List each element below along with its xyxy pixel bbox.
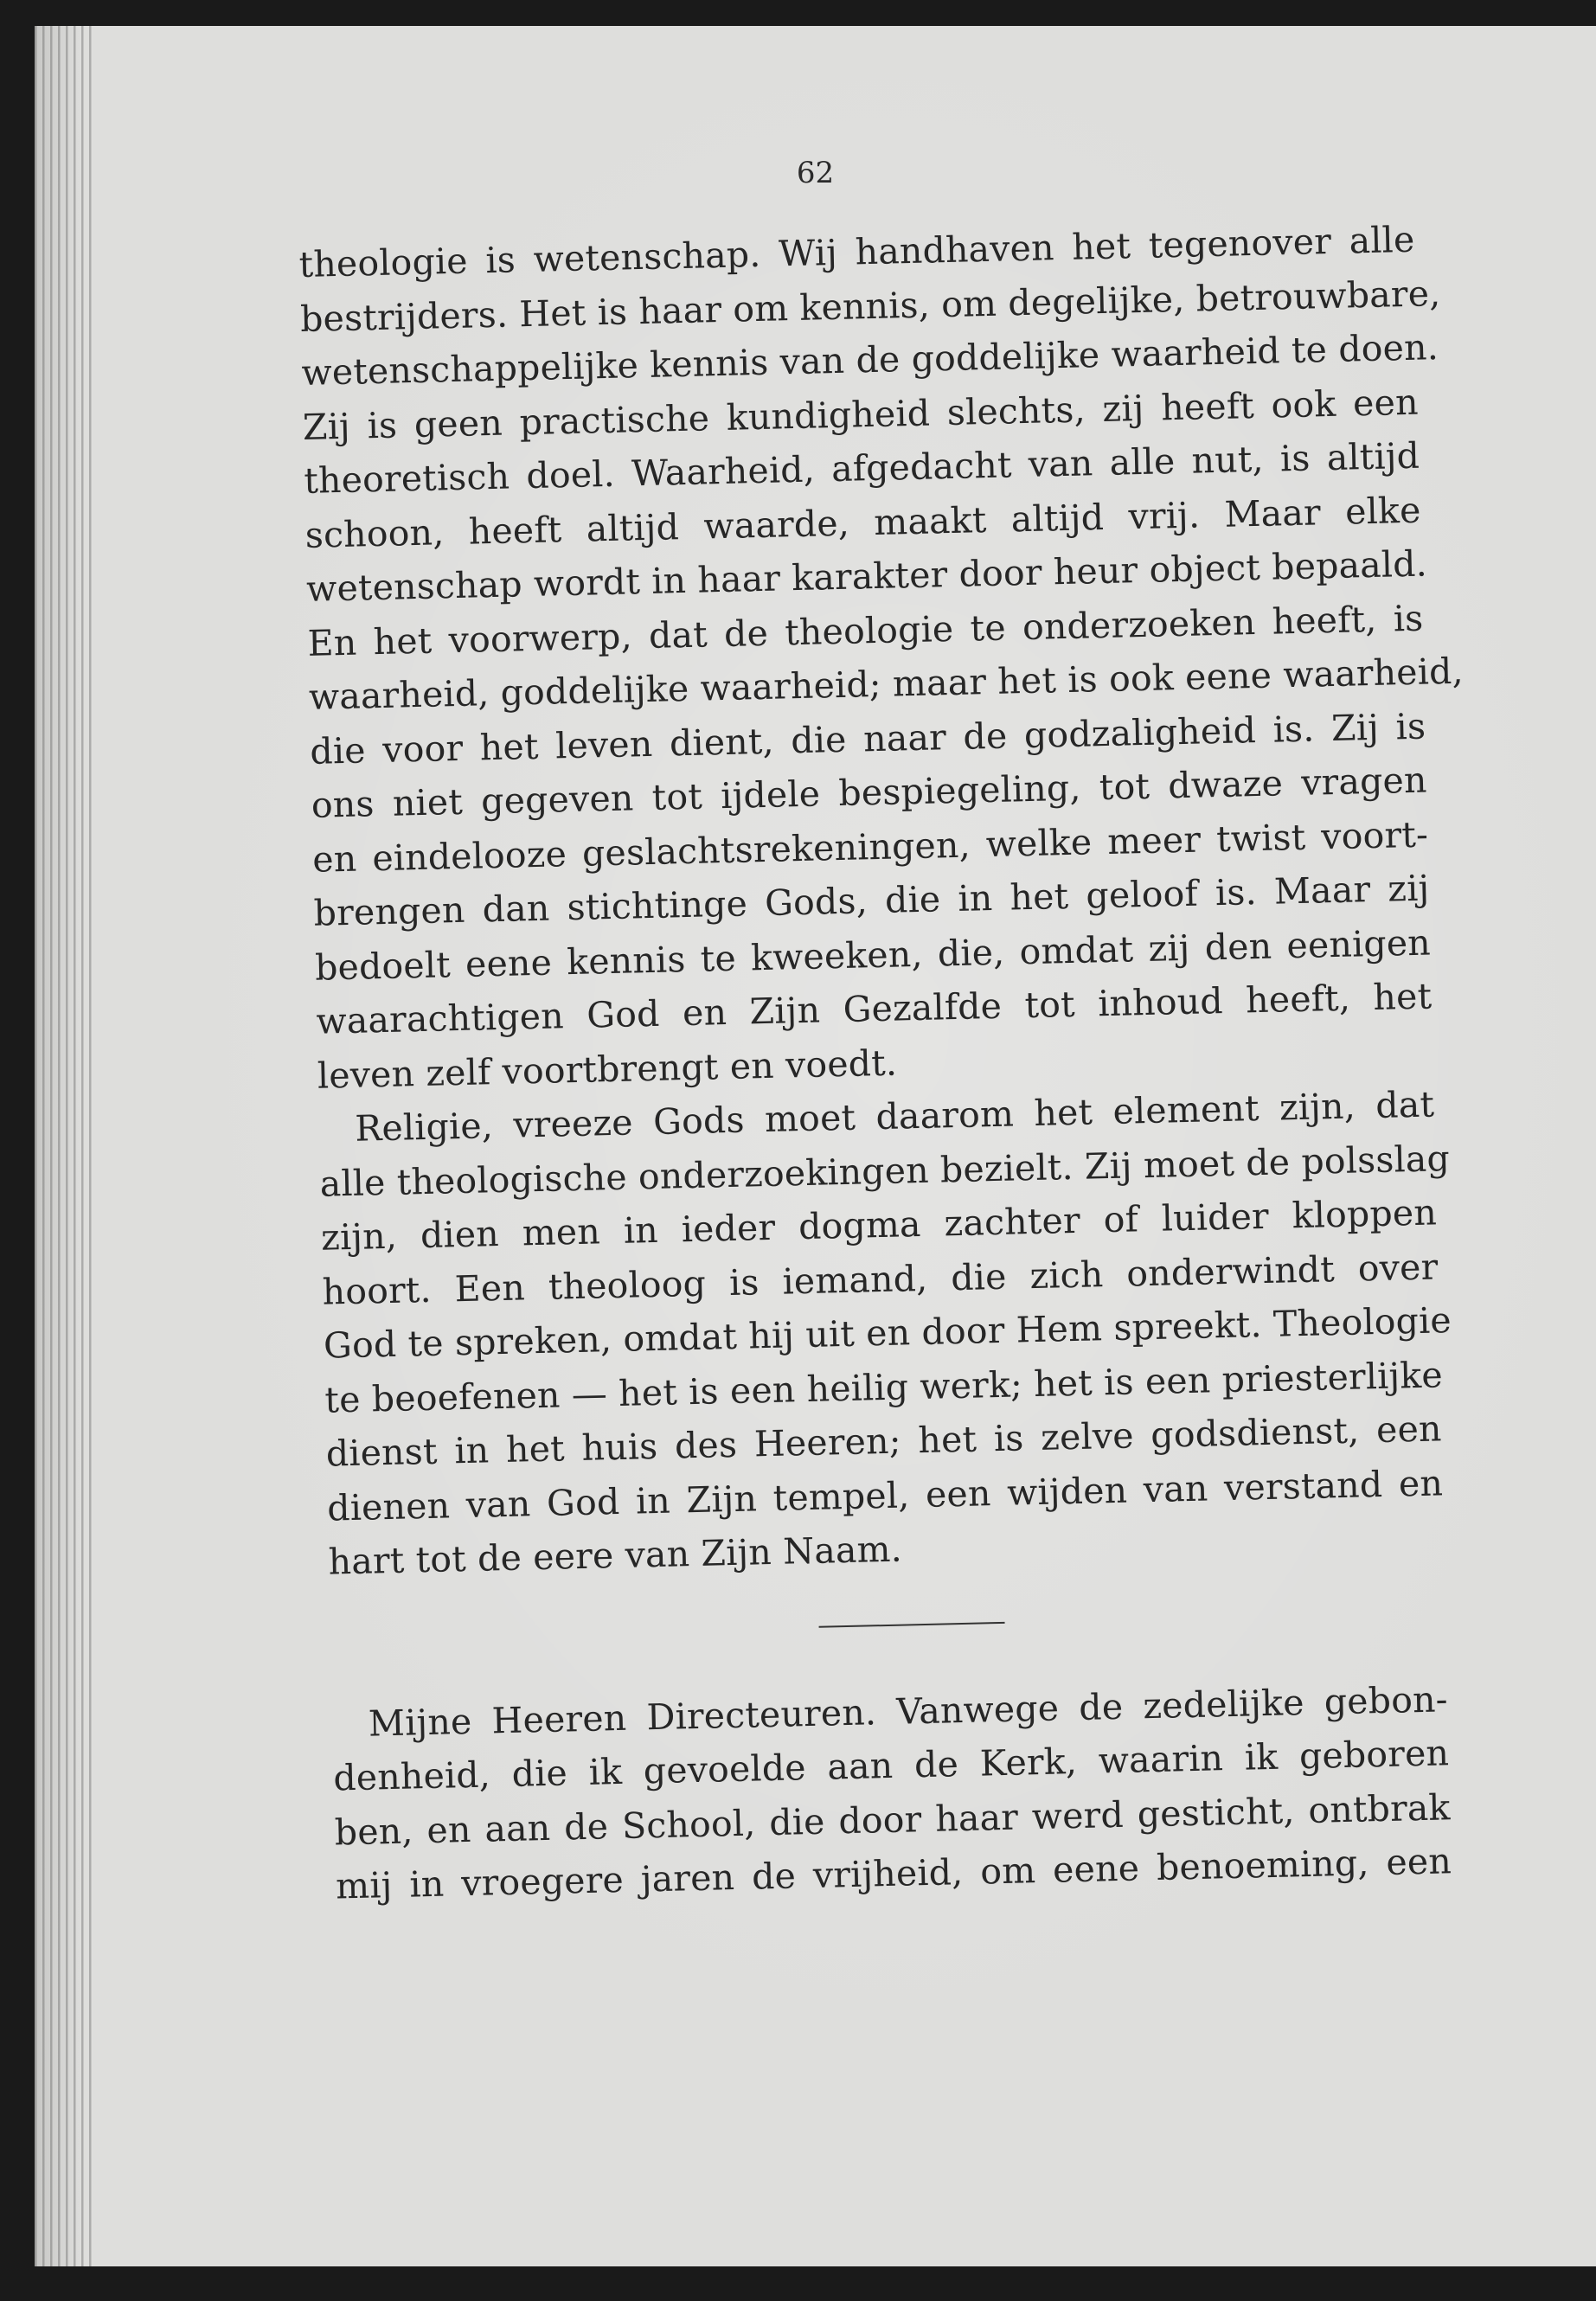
- text-line: wetenschap wordt in haar karakter door heur object bepaald.: [305, 542, 1428, 610]
- text-line: bestrijders. Het is haar om kennis, om degelijke, betrouwbare,: [299, 272, 1441, 340]
- text-line: theologie is wetenschap. Wij handhaven het tegenover alle: [298, 218, 1415, 285]
- text-line: God te spreken, omdat hij uit en door Hem spreekt. Theologie: [323, 1299, 1452, 1367]
- text-line: En het voorwerp, dat de theologie te onderzoeken heeft, is: [307, 597, 1424, 664]
- text-line: brengen dan stichtinge Gods, die in het geloof is. Maar zij: [313, 867, 1430, 934]
- page-number: 62: [796, 156, 835, 190]
- text-line: ons niet gegeven tot ijdele bespiegeling, tot dwaze vragen: [311, 759, 1428, 826]
- text-line: dienst in het huis des Heeren; het is zelve godsdienst, een: [325, 1407, 1443, 1475]
- text-line: mij in vroegere jaren de vrijheid, om eene benoeming, een: [335, 1840, 1452, 1907]
- text-line: hart tot de eere van Zijn Naam.: [328, 1528, 903, 1583]
- text-line: zijn, dien men in ieder dogma zachter of luider kloppen: [320, 1191, 1438, 1259]
- text-line: alle theologische onderzoekingen bezielt. Zij moet de polsslag: [319, 1137, 1451, 1205]
- paragraph-1: [298, 213, 1465, 1103]
- book-page: [35, 26, 1596, 2266]
- text-line: dienen van God in Zijn tempel, een wijden van verstand en: [326, 1461, 1444, 1529]
- paragraph-3: [331, 1672, 1452, 1913]
- text-line: ben, en aan de School, die door haar werd gesticht, ontbrak: [334, 1785, 1452, 1854]
- text-line: te beoefenen — het is een heilig werk; het is een priesterlijke: [324, 1353, 1444, 1421]
- text-line: Religie, vreeze Gods moet daarom het element zijn, dat: [354, 1083, 1435, 1150]
- page-edges: [35, 26, 95, 2266]
- text-line: schoon, heeft altijd waarde, maakt altijd vrij. Maar elke: [304, 489, 1422, 556]
- section-divider: [819, 1621, 1005, 1627]
- text-line: leven zelf voortbrengt en voedt.: [317, 1042, 898, 1097]
- text-line: Zij is geen practische kundigheid slechts, zij heeft ook een: [302, 381, 1420, 448]
- text-line: hoort. Een theoloog is iemand, die zich onderwindt over: [322, 1245, 1439, 1313]
- body-text: [298, 213, 1465, 1913]
- text-line: waarachtigen God en Zijn Gezalfde tot inhoud heeft, het: [316, 975, 1433, 1042]
- text-line: waarheid, goddelijke waarheid; maar het is ook eene waarheid,: [308, 650, 1465, 718]
- paragraph-2: [318, 1077, 1452, 1589]
- text-line: bedoelt eene kennis te kweeken, die, omdat zij den eenigen: [314, 921, 1432, 989]
- text-line: die voor het leven dient, die naar de godzaligheid is. Zij is: [309, 705, 1426, 772]
- text-line: denheid, die ik gevoelde aan de Kerk, waarin ik geboren: [332, 1732, 1450, 1799]
- text-line: wetenschappelijke kennis van de goddelijke waarheid te doen.: [300, 326, 1439, 394]
- text-line: theoretisch doel. Waarheid, afgedacht van alle nut, is altijd: [303, 434, 1420, 502]
- text-line: Mijne Heeren Directeuren. Vanwege de zedelijke gebon-: [368, 1677, 1449, 1745]
- text-line: en eindelooze geslachtsrekeningen, welke meer twist voort-: [311, 813, 1429, 881]
